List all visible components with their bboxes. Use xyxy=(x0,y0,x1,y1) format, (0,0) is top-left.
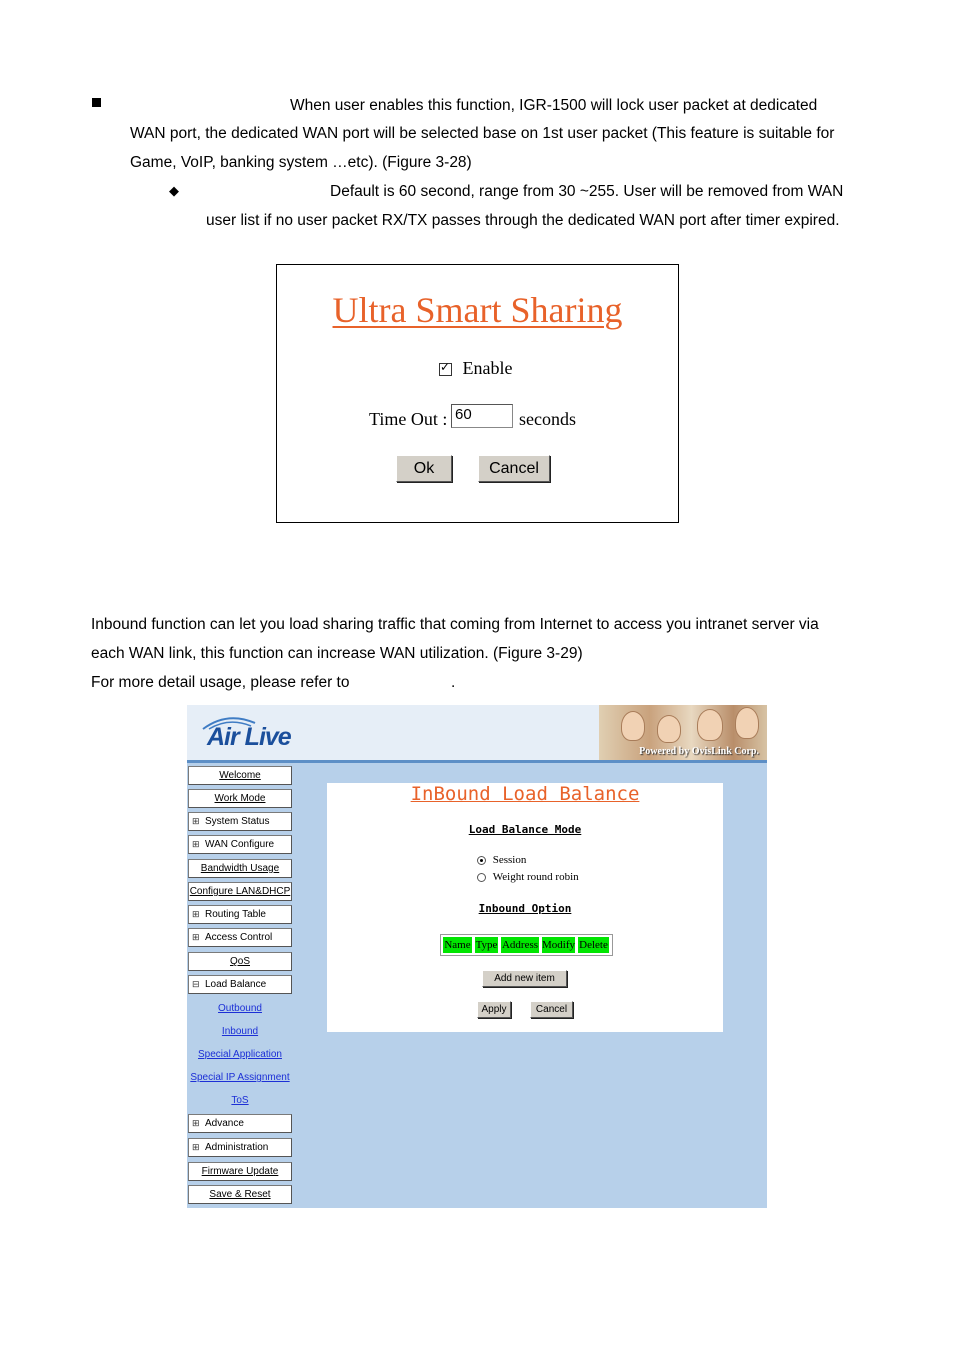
radio-session-row[interactable] xyxy=(477,854,526,866)
radio-wrr-label: Weight round robin xyxy=(492,871,579,883)
add-new-item-button[interactable]: Add new item xyxy=(482,970,567,987)
expand-plus-icon: ⊞ xyxy=(192,816,200,826)
nav-load-balance[interactable]: ⊟ Load Balance xyxy=(188,975,292,994)
ultra-smart-sharing-figure xyxy=(276,264,679,523)
header xyxy=(187,705,767,762)
option-table xyxy=(440,934,613,956)
sub-line2: user list if no user packet RX/TX passes through the dedicated WAN port after timer expired. xyxy=(206,212,840,229)
enable-label: Enable xyxy=(462,358,513,378)
expand-plus-icon: ⊞ xyxy=(192,1118,200,1128)
person-photo-icon xyxy=(735,707,759,739)
bullet-diamond-icon: ◆ xyxy=(169,183,179,198)
person-photo-icon xyxy=(697,709,723,741)
nav-wan-configure[interactable]: ⊞ WAN Configure xyxy=(188,835,292,854)
person-photo-icon xyxy=(657,715,681,743)
para1-line3: Game, VoIP, banking system …etc). (Figure 3-28) xyxy=(130,154,472,171)
person-photo-icon xyxy=(621,711,645,741)
expand-plus-icon: ⊞ xyxy=(192,839,200,849)
cancel-button[interactable]: Cancel xyxy=(478,455,550,482)
nav-work-mode[interactable]: Work Mode xyxy=(188,789,292,808)
sublink-outbound[interactable]: Outbound xyxy=(218,1003,262,1014)
nav-routing-table[interactable]: ⊞ Routing Table xyxy=(188,905,292,924)
collapse-minus-icon: ⊟ xyxy=(192,979,200,989)
header-divider xyxy=(187,760,767,763)
inbound-line2: each WAN link, this function can increase WAN utilization. (Figure 3-29) xyxy=(91,645,583,662)
fig1-title: Ultra Smart Sharing xyxy=(332,290,623,330)
inbound-line3: For more detail usage, please refer to xyxy=(91,674,350,691)
radio-session-label: Session xyxy=(492,854,527,866)
timeout-unit: seconds xyxy=(519,409,576,429)
ok-button[interactable]: Ok xyxy=(396,455,452,482)
nav-bandwidth-usage[interactable]: Bandwidth Usage xyxy=(188,859,292,878)
col-delete: Delete xyxy=(577,936,610,954)
option-heading: Inbound Option xyxy=(478,902,572,915)
sublink-special-ip-assignment[interactable]: Special IP Assignment xyxy=(190,1072,290,1083)
sub-line1: Default is 60 second, range from 30 ~255. User will be removed from WAN xyxy=(330,183,844,200)
apply-button[interactable]: Apply xyxy=(477,1001,511,1018)
nav-system-status[interactable]: ⊞ System Status xyxy=(188,812,292,831)
col-modify: Modify xyxy=(541,936,576,954)
col-name: Name xyxy=(442,936,473,954)
nav-welcome[interactable]: Welcome xyxy=(188,766,292,785)
radio-weight-round-robin[interactable] xyxy=(477,873,486,882)
radio-session[interactable] xyxy=(477,856,486,865)
header-photo xyxy=(599,705,767,760)
expand-plus-icon: ⊞ xyxy=(192,909,200,919)
timeout-label: Time Out : xyxy=(369,409,448,429)
nav-save-reset[interactable]: Save & Reset xyxy=(188,1185,292,1204)
nav-firmware-update[interactable]: Firmware Update xyxy=(188,1162,292,1181)
expand-plus-icon: ⊞ xyxy=(192,1142,200,1152)
inbound-load-balance-figure xyxy=(187,705,767,1208)
content-panel xyxy=(327,783,723,1032)
col-address: Address xyxy=(500,936,540,954)
mode-heading: Load Balance Mode xyxy=(468,823,582,836)
enable-row xyxy=(439,358,512,379)
para1-line2: WAN port, the dedicated WAN port will be selected base on 1st user packet (This feature is suitable for xyxy=(130,125,835,142)
timeout-input[interactable]: 60 xyxy=(451,404,513,428)
panel-title: InBound Load Balance xyxy=(410,783,640,805)
nav-advance[interactable]: ⊞ Advance xyxy=(188,1114,292,1133)
para1-line1: When user enables this function, IGR-1500 will lock user packet at dedicated xyxy=(290,97,818,114)
col-type: Type xyxy=(474,936,499,954)
bullet-square-icon xyxy=(92,98,101,107)
nav-qos[interactable]: QoS xyxy=(188,952,292,971)
sublink-tos[interactable]: ToS xyxy=(231,1095,249,1106)
nav-configure-lan-dhcp[interactable]: Configure LAN&DHCP xyxy=(188,882,292,901)
sublink-special-application[interactable]: Special Application xyxy=(198,1049,282,1060)
enable-checkbox[interactable] xyxy=(439,363,452,376)
expand-plus-icon: ⊞ xyxy=(192,932,200,942)
inbound-line3-end: . xyxy=(451,674,456,691)
powered-by-text: Powered by OvisLink Corp. xyxy=(639,746,759,757)
nav-access-control[interactable]: ⊞ Access Control xyxy=(188,928,292,947)
radio-wrr-row[interactable] xyxy=(477,871,579,883)
nav-administration[interactable]: ⊞ Administration xyxy=(188,1138,292,1157)
inbound-line1: Inbound function can let you load sharing traffic that coming from Internet to access you intranet server via xyxy=(91,616,819,633)
sublink-inbound[interactable]: Inbound xyxy=(221,1026,259,1037)
panel-cancel-button[interactable]: Cancel xyxy=(530,1001,573,1018)
airlive-logo: Air Live xyxy=(207,723,291,751)
